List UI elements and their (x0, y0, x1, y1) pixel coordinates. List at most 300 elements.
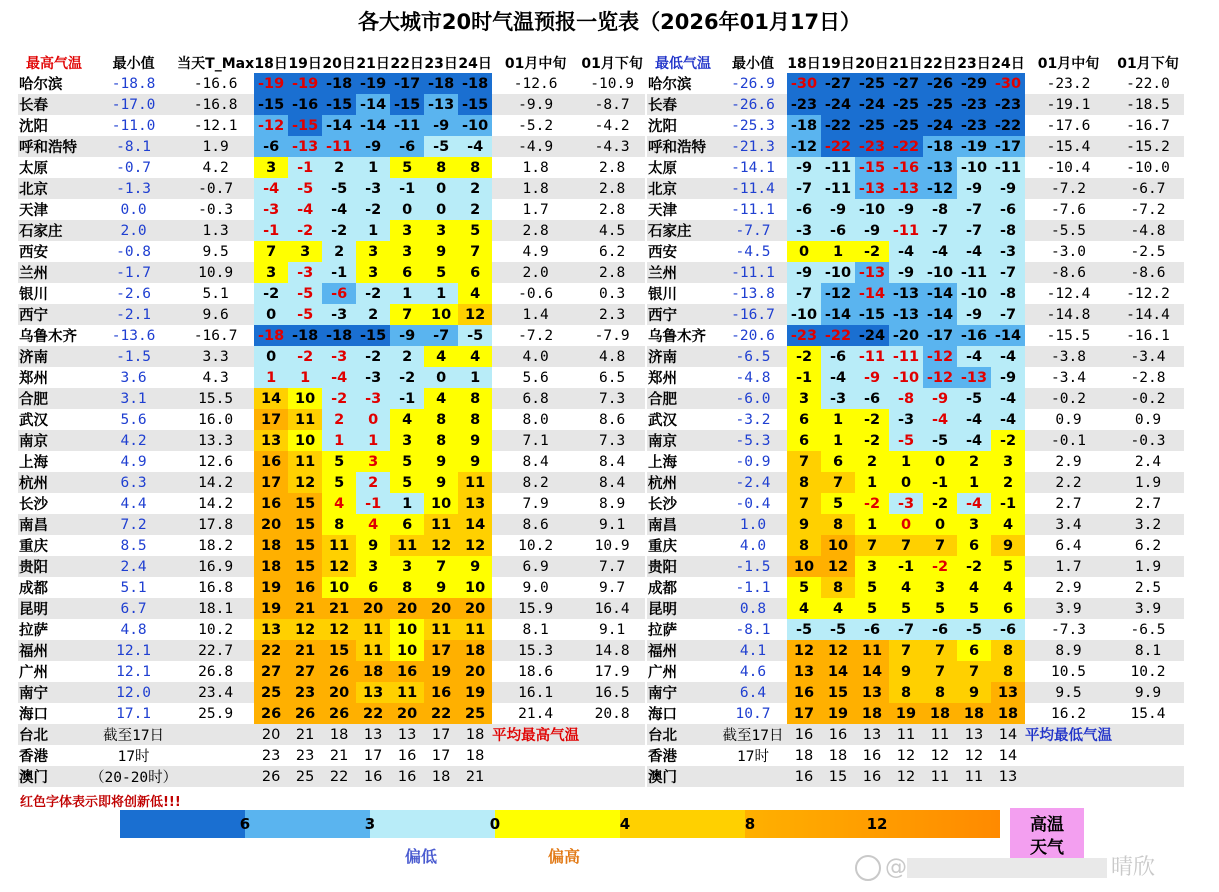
forecast-cell: 16 (424, 682, 458, 703)
header-cell: 23日 (957, 55, 991, 72)
forecast-cell: -9 (957, 178, 991, 199)
forecast-cell: 8 (991, 640, 1025, 661)
forecast-cell: 0 (787, 241, 821, 262)
forecast-cell: -4 (957, 430, 991, 451)
value-cell: 14.2 (177, 493, 254, 514)
forecast-cell: 5 (855, 598, 889, 619)
value-cell: 7.3 (579, 388, 645, 409)
red-font-note: 红色字体表示即将创新低!!! (20, 795, 181, 810)
legend-label-8: 8 (744, 815, 756, 833)
forecast-cell: 18 (991, 703, 1025, 724)
forecast-cell: 5 (889, 598, 923, 619)
forecast-cell: -4 (288, 199, 322, 220)
forecast-cell: -22 (991, 115, 1025, 136)
value-cell: -0.8 (90, 241, 177, 262)
value-cell (719, 766, 787, 787)
value-cell: -26.6 (719, 94, 787, 115)
forecast-cell: 10 (390, 619, 424, 640)
table-row (18, 745, 645, 766)
forecast-cell: -5 (889, 430, 923, 451)
value-cell: 3.4 (1025, 514, 1112, 535)
forecast-cell: -15 (356, 325, 390, 346)
forecast-cell: -9 (821, 199, 855, 220)
header-cell: 18日 (787, 55, 821, 72)
value-cell: 9.0 (492, 577, 579, 598)
table-row (647, 325, 1184, 346)
table-row (18, 661, 645, 682)
city-cell: 呼和浩特 (647, 136, 719, 157)
value-cell: 9.1 (579, 514, 645, 535)
forecast-cell: 4 (458, 346, 492, 367)
forecast-cell: 18 (458, 724, 492, 745)
forecast-cell: -11 (889, 346, 923, 367)
forecast-cell: 8 (424, 409, 458, 430)
forecast-cell: 12 (889, 766, 923, 787)
forecast-cell: -7 (957, 199, 991, 220)
forecast-cell: 12 (787, 640, 821, 661)
forecast-cell: 17 (424, 640, 458, 661)
value-cell: -22.0 (1112, 73, 1184, 94)
forecast-cell: 9 (424, 451, 458, 472)
forecast-cell: 7 (957, 661, 991, 682)
table-row (18, 115, 645, 136)
value-cell: 7.7 (579, 556, 645, 577)
legend-low-text: 偏低 (405, 847, 438, 866)
forecast-cell: -4 (957, 409, 991, 430)
forecast-cell: -18 (322, 325, 356, 346)
forecast-cell: 4 (322, 493, 356, 514)
forecast-cell: 14 (855, 661, 889, 682)
forecast-cell: -3 (322, 346, 356, 367)
value-cell: 0.3 (579, 283, 645, 304)
forecast-cell: 10 (424, 493, 458, 514)
forecast-cell: 11 (390, 535, 424, 556)
forecast-cell: -3 (356, 178, 390, 199)
forecast-cell: 10 (390, 640, 424, 661)
forecast-cell: 4 (957, 577, 991, 598)
city-cell: 香港 (647, 745, 719, 766)
forecast-cell: 8 (322, 514, 356, 535)
table-row (18, 682, 645, 703)
value-cell: 22.7 (177, 640, 254, 661)
value-cell: 10.9 (579, 535, 645, 556)
city-cell: 成都 (647, 577, 719, 598)
forecast-cell: 20 (390, 598, 424, 619)
forecast-cell: 10 (288, 430, 322, 451)
forecast-cell: -9 (424, 115, 458, 136)
forecast-cell: 11 (923, 766, 957, 787)
forecast-cell: 1 (889, 451, 923, 472)
forecast-cell: 17 (424, 724, 458, 745)
forecast-cell: 1 (821, 409, 855, 430)
table-row (647, 598, 1184, 619)
forecast-cell: 13 (458, 493, 492, 514)
legend-seg-warm8 (620, 810, 745, 838)
forecast-cell: 11 (356, 640, 390, 661)
forecast-cell: -7 (991, 262, 1025, 283)
value-cell: 15.3 (492, 640, 579, 661)
forecast-cell: -2 (322, 220, 356, 241)
forecast-cell: 18 (855, 703, 889, 724)
value-cell: 13.3 (177, 430, 254, 451)
forecast-cell: 6 (356, 577, 390, 598)
forecast-cell: -1 (991, 493, 1025, 514)
value-cell: -0.7 (90, 157, 177, 178)
city-cell: 济南 (18, 346, 90, 367)
forecast-cell: 18 (787, 745, 821, 766)
forecast-cell: 9 (787, 514, 821, 535)
value-cell: 25.9 (177, 703, 254, 724)
forecast-cell: -13 (288, 136, 322, 157)
value-cell (579, 724, 645, 745)
forecast-cell: -23 (957, 115, 991, 136)
value-cell: 10.2 (492, 535, 579, 556)
value-cell: -0.3 (177, 199, 254, 220)
forecast-cell: 9 (424, 241, 458, 262)
legend-hot-text2: 天气 (1030, 838, 1064, 858)
city-cell: 南昌 (18, 514, 90, 535)
city-cell: 乌鲁木齐 (18, 325, 90, 346)
value-cell: 17.8 (177, 514, 254, 535)
city-cell: 香港 (18, 745, 90, 766)
forecast-cell: 8 (787, 472, 821, 493)
header-cell: 24日 (991, 55, 1025, 72)
table-row (647, 724, 1184, 745)
forecast-cell: 15 (288, 556, 322, 577)
value-cell: 16.2 (1025, 703, 1112, 724)
forecast-cell: 16 (356, 766, 390, 787)
table-row (647, 682, 1184, 703)
header-cell: 21日 (889, 55, 923, 72)
forecast-cell: 8 (424, 430, 458, 451)
forecast-cell: 12 (458, 304, 492, 325)
forecast-cell: 5 (787, 577, 821, 598)
city-cell: 沈阳 (18, 115, 90, 136)
page-title: 各大城市20时气温预报一览表（2026年01月17日） (357, 10, 862, 34)
forecast-cell: -4 (991, 388, 1025, 409)
city-cell: 贵阳 (18, 556, 90, 577)
forecast-cell: 22 (356, 703, 390, 724)
table-row (647, 745, 1184, 766)
value-cell: 16.0 (177, 409, 254, 430)
value-cell: -11.0 (90, 115, 177, 136)
forecast-cell: 7 (424, 556, 458, 577)
watermark (855, 850, 1215, 882)
city-cell: 西安 (18, 241, 90, 262)
city-cell: 南昌 (647, 514, 719, 535)
forecast-cell: -25 (923, 94, 957, 115)
forecast-cell: 7 (923, 661, 957, 682)
forecast-cell: -25 (889, 115, 923, 136)
forecast-cell: 6 (957, 640, 991, 661)
forecast-cell: -2 (855, 430, 889, 451)
value-cell: 2.3 (579, 304, 645, 325)
value-cell: 4.2 (90, 430, 177, 451)
table-row (18, 724, 645, 745)
forecast-cell: -15 (855, 157, 889, 178)
forecast-cell: 11 (288, 409, 322, 430)
forecast-cell: -13 (957, 367, 991, 388)
value-cell: -13.8 (719, 283, 787, 304)
forecast-cell: 12 (288, 619, 322, 640)
value-cell: -16.7 (1112, 115, 1184, 136)
forecast-cell: 5 (424, 262, 458, 283)
value-cell: -26.9 (719, 73, 787, 94)
city-cell: 太原 (647, 157, 719, 178)
value-cell: 4.5 (579, 220, 645, 241)
forecast-cell: 26 (254, 766, 288, 787)
forecast-cell: 15 (322, 640, 356, 661)
forecast-cell: 17 (424, 745, 458, 766)
legend-high-text: 偏高 (548, 847, 581, 866)
value-cell: 2.8 (579, 157, 645, 178)
forecast-cell: -18 (424, 73, 458, 94)
value-cell (177, 766, 254, 787)
value-cell: 3.6 (90, 367, 177, 388)
forecast-cell: 13 (787, 661, 821, 682)
forecast-cell: 2 (855, 451, 889, 472)
forecast-cell: -8 (889, 388, 923, 409)
value-cell: 8.4 (579, 451, 645, 472)
value-cell: （20-20时） (90, 766, 177, 787)
forecast-cell: 26 (288, 703, 322, 724)
forecast-cell: -12 (923, 178, 957, 199)
forecast-cell: -4 (322, 367, 356, 388)
value-cell: 2.8 (579, 199, 645, 220)
forecast-cell: 6 (787, 409, 821, 430)
forecast-cell: 15 (288, 535, 322, 556)
value-cell: 4.8 (579, 346, 645, 367)
forecast-cell: -24 (855, 94, 889, 115)
forecast-cell: -24 (821, 94, 855, 115)
table-row (647, 451, 1184, 472)
forecast-cell: 20 (356, 598, 390, 619)
forecast-cell: 16 (288, 577, 322, 598)
value-cell: -15.4 (1025, 136, 1112, 157)
header-cell: 20日 (855, 55, 889, 72)
forecast-cell: 27 (288, 661, 322, 682)
forecast-cell: -26 (923, 73, 957, 94)
value-cell: 10.7 (719, 703, 787, 724)
forecast-cell: 1 (254, 367, 288, 388)
forecast-cell: 0 (424, 199, 458, 220)
forecast-cell: -1 (288, 157, 322, 178)
value-cell: 18.2 (177, 535, 254, 556)
forecast-cell: -11 (855, 346, 889, 367)
city-cell: 海口 (647, 703, 719, 724)
forecast-cell: 11 (957, 766, 991, 787)
forecast-cell: -19 (254, 73, 288, 94)
value-cell: -3.2 (719, 409, 787, 430)
forecast-cell: -19 (288, 73, 322, 94)
value-cell: 26.8 (177, 661, 254, 682)
forecast-cell: -25 (855, 115, 889, 136)
value-cell: -0.6 (492, 283, 579, 304)
forecast-cell: 4 (356, 514, 390, 535)
forecast-cell: 8 (458, 409, 492, 430)
forecast-cell: -10 (787, 304, 821, 325)
forecast-cell: 8 (889, 682, 923, 703)
forecast-cell: -5 (288, 178, 322, 199)
table-row (18, 304, 645, 325)
value-cell: -10.9 (579, 73, 645, 94)
value-cell: 23.4 (177, 682, 254, 703)
value-cell: 9.5 (1025, 682, 1112, 703)
table-row (647, 640, 1184, 661)
city-cell: 南宁 (647, 682, 719, 703)
forecast-cell: -11 (991, 157, 1025, 178)
forecast-cell: 12 (889, 745, 923, 766)
forecast-cell: -22 (821, 115, 855, 136)
forecast-cell: 6 (957, 535, 991, 556)
forecast-cell: 18 (322, 724, 356, 745)
forecast-cell: 3 (390, 430, 424, 451)
city-cell: 合肥 (18, 388, 90, 409)
forecast-cell: -10 (923, 262, 957, 283)
table-row (647, 94, 1184, 115)
forecast-cell: -4 (458, 136, 492, 157)
value-cell: 10.2 (1112, 661, 1184, 682)
value-cell: 17时 (90, 745, 177, 766)
city-cell: 西安 (647, 241, 719, 262)
forecast-cell: 21 (322, 745, 356, 766)
city-cell: 拉萨 (647, 619, 719, 640)
forecast-cell: -9 (855, 220, 889, 241)
forecast-cell: 0 (390, 199, 424, 220)
forecast-cell: 18 (821, 745, 855, 766)
value-cell: -0.2 (1025, 388, 1112, 409)
value-cell: 6.8 (492, 388, 579, 409)
forecast-cell: -15 (322, 94, 356, 115)
value-cell: -15.5 (1025, 325, 1112, 346)
table-row (18, 283, 645, 304)
legend-seg-warm4 (495, 810, 620, 838)
forecast-cell: 8 (458, 157, 492, 178)
forecast-cell: -18 (787, 115, 821, 136)
value-cell: 8.1 (492, 619, 579, 640)
header-cell: 22日 (923, 55, 957, 72)
value-cell: -7.9 (579, 325, 645, 346)
city-cell: 郑州 (647, 367, 719, 388)
forecast-cell: -6 (991, 199, 1025, 220)
value-cell: 12.0 (90, 682, 177, 703)
table-row (647, 388, 1184, 409)
value-cell: -16.7 (719, 304, 787, 325)
header-cell: 01月下旬 (581, 55, 643, 72)
forecast-cell: -4 (923, 241, 957, 262)
forecast-cell: 13 (390, 724, 424, 745)
forecast-cell: -5 (957, 619, 991, 640)
value-cell: 2.8 (579, 262, 645, 283)
forecast-cell: -9 (855, 367, 889, 388)
forecast-cell: 1 (855, 514, 889, 535)
value-cell: -3.4 (1025, 367, 1112, 388)
forecast-cell: -15 (254, 94, 288, 115)
table-row (18, 640, 645, 661)
value-cell: 8.1 (1112, 640, 1184, 661)
table-row (18, 409, 645, 430)
value-cell: -8.1 (90, 136, 177, 157)
forecast-cell: 17 (787, 703, 821, 724)
forecast-cell: 8 (424, 157, 458, 178)
value-cell: 16.1 (492, 682, 579, 703)
forecast-cell: 12 (424, 535, 458, 556)
forecast-cell: -7 (923, 220, 957, 241)
value-cell: -12.4 (1025, 283, 1112, 304)
value-cell: -3.4 (1112, 346, 1184, 367)
forecast-cell: 16 (390, 661, 424, 682)
forecast-cell: 14 (458, 514, 492, 535)
table-row (18, 262, 645, 283)
value-cell: -2.8 (1112, 367, 1184, 388)
forecast-cell: 16 (390, 766, 424, 787)
forecast-cell: 11 (923, 724, 957, 745)
forecast-cell: -9 (923, 388, 957, 409)
value-cell: 8.6 (579, 409, 645, 430)
forecast-cell: 6 (821, 451, 855, 472)
low-temp-table (647, 52, 1184, 787)
forecast-cell: 3 (254, 157, 288, 178)
forecast-cell: -13 (855, 262, 889, 283)
forecast-cell: -3 (356, 367, 390, 388)
value-cell: 5.1 (177, 283, 254, 304)
value-cell (492, 766, 579, 787)
forecast-cell: 7 (855, 535, 889, 556)
table-row (18, 241, 645, 262)
forecast-cell: 12 (322, 556, 356, 577)
forecast-cell: 25 (288, 766, 322, 787)
forecast-cell: 5 (923, 598, 957, 619)
forecast-cell: -2 (957, 556, 991, 577)
city-cell: 重庆 (18, 535, 90, 556)
value-cell: 1.8 (492, 157, 579, 178)
forecast-cell: 22 (322, 766, 356, 787)
city-cell: 石家庄 (647, 220, 719, 241)
value-cell: -4.9 (492, 136, 579, 157)
value-cell (1025, 745, 1112, 766)
value-cell: 6.5 (579, 367, 645, 388)
legend-seg-cold6 (120, 810, 245, 838)
forecast-cell: 12 (288, 472, 322, 493)
forecast-cell: 18 (254, 556, 288, 577)
table-row (647, 619, 1184, 640)
watermark-blur (907, 858, 1107, 878)
forecast-cell: 6 (390, 514, 424, 535)
forecast-cell: 18 (458, 640, 492, 661)
forecast-cell: -1 (356, 493, 390, 514)
forecast-cell: 17 (356, 745, 390, 766)
value-cell: 7.9 (492, 493, 579, 514)
forecast-cell: -11 (390, 115, 424, 136)
forecast-cell: 23 (288, 745, 322, 766)
forecast-cell: 4 (424, 388, 458, 409)
table-row (647, 514, 1184, 535)
forecast-cell: 3 (356, 451, 390, 472)
value-cell: 6.2 (1112, 535, 1184, 556)
city-cell: 天津 (647, 199, 719, 220)
header-cell: 01月中旬 (504, 55, 567, 72)
header-cell: 最高气温 (26, 55, 82, 72)
forecast-cell: -1 (889, 556, 923, 577)
forecast-cell: 3 (855, 556, 889, 577)
forecast-cell: 4 (991, 577, 1025, 598)
forecast-cell: -5 (424, 136, 458, 157)
forecast-cell: -27 (821, 73, 855, 94)
forecast-cell: 27 (254, 661, 288, 682)
forecast-cell: 1 (424, 283, 458, 304)
value-cell: -16.8 (177, 94, 254, 115)
city-cell: 郑州 (18, 367, 90, 388)
